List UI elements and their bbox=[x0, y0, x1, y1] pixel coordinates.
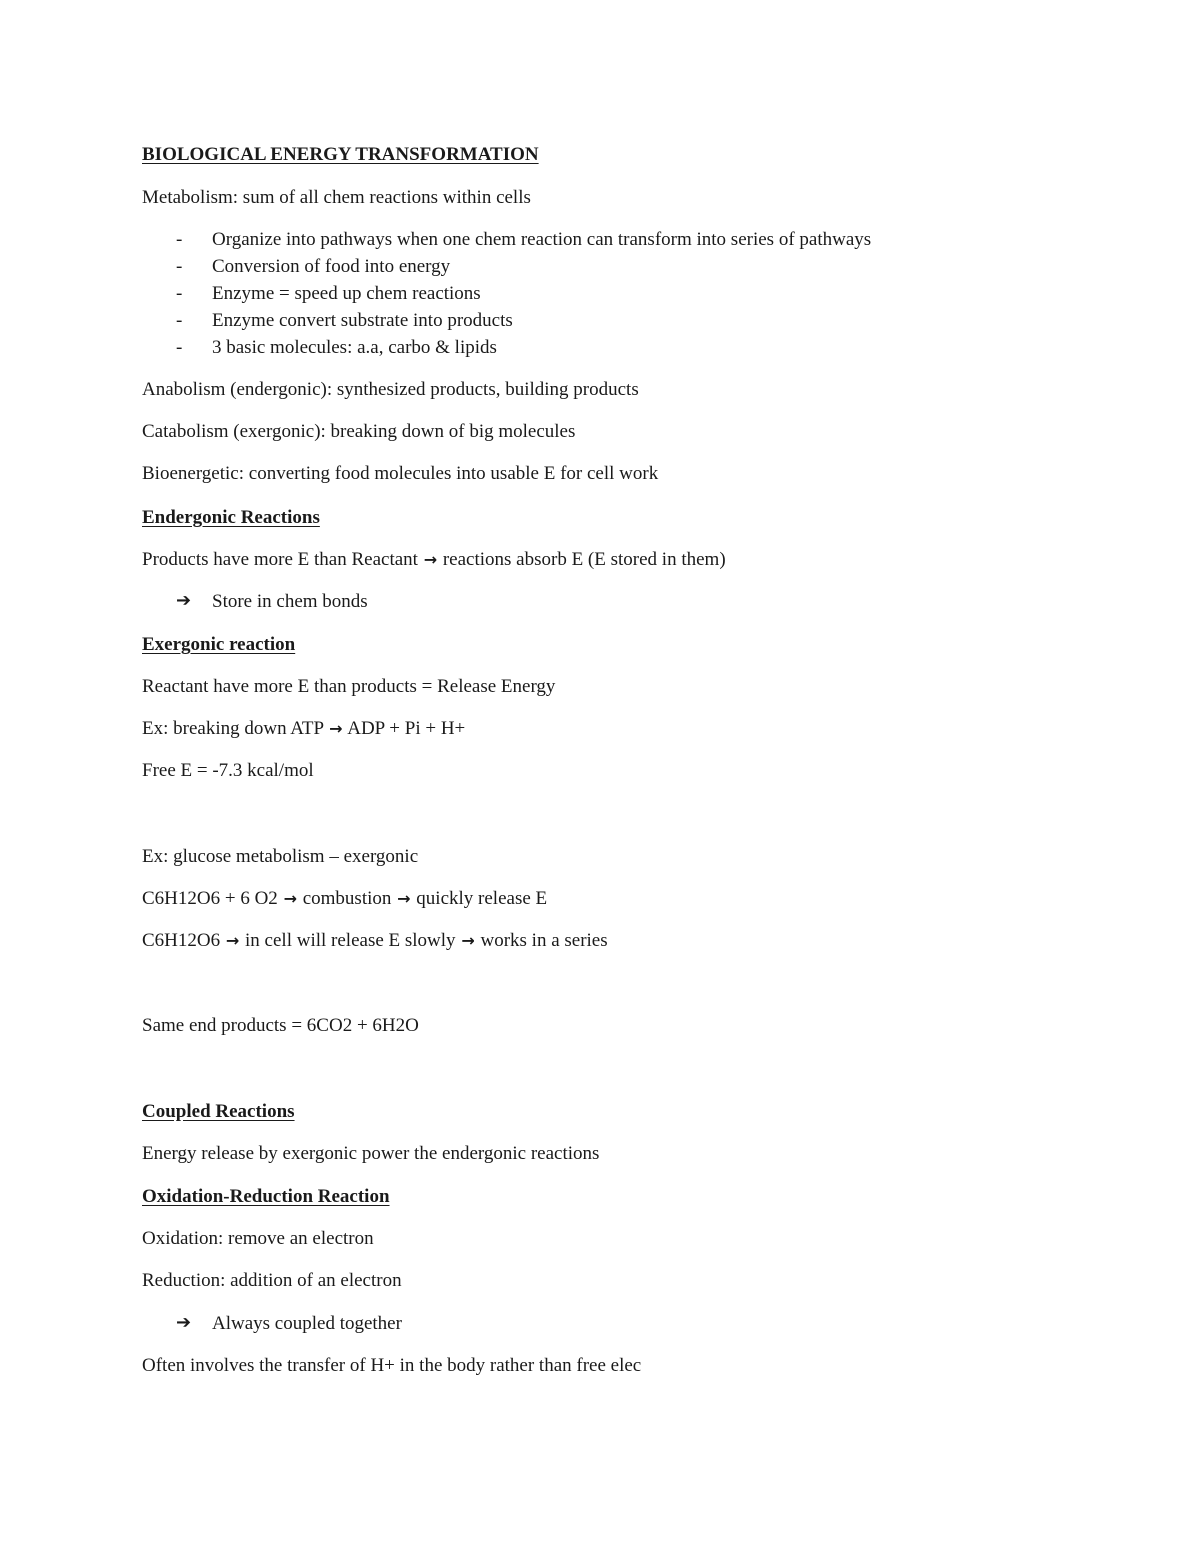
atp-example bbox=[142, 719, 465, 738]
endergonic-arrow-item: Store in chem bonds bbox=[212, 591, 368, 612]
arrow-icon: → bbox=[225, 931, 240, 950]
bold-arrow-icon: ➔ bbox=[176, 590, 192, 611]
endergonic-description bbox=[142, 550, 726, 569]
coupled-heading: Coupled Reactions bbox=[142, 1101, 295, 1122]
atp-example-b: ADP + Pi + H+ bbox=[347, 718, 466, 739]
bullet-marker: - bbox=[176, 337, 183, 358]
bullet-marker: - bbox=[176, 310, 183, 331]
anabolism-definition: Anabolism (endergonic): synthesized products, building products bbox=[142, 379, 639, 400]
cell-a: C6H12O6 bbox=[142, 930, 221, 951]
arrow-icon: → bbox=[423, 550, 438, 569]
endergonic-text-b: reactions absorb E (E stored in them) bbox=[442, 549, 726, 570]
bullet-item: Enzyme = speed up chem reactions bbox=[212, 283, 481, 304]
glucose-example: Ex: glucose metabolism – exergonic bbox=[142, 846, 419, 867]
reduction-definition: Reduction: addition of an electron bbox=[142, 1270, 402, 1291]
arrow-icon: → bbox=[283, 889, 297, 908]
atp-example-a: Ex: breaking down ATP bbox=[142, 718, 324, 739]
redox-arrow-item: Always coupled together bbox=[212, 1313, 402, 1334]
bullet-marker: - bbox=[176, 283, 183, 304]
arrow-icon: → bbox=[329, 719, 343, 738]
combustion-c: quickly release E bbox=[416, 888, 548, 909]
catabolism-definition: Catabolism (exergonic): breaking down of big molecules bbox=[142, 421, 576, 442]
combustion-a: C6H12O6 + 6 O2 bbox=[142, 888, 278, 909]
redox-note: Often involves the transfer of H+ in the body rather than free elec bbox=[142, 1355, 642, 1376]
bioenergetic-definition: Bioenergetic: converting food molecules into usable E for cell work bbox=[142, 463, 659, 484]
combustion-equation bbox=[142, 889, 547, 908]
document-title: BIOLOGICAL ENERGY TRANSFORMATION bbox=[142, 144, 539, 165]
free-energy-value: Free E = -7.3 kcal/mol bbox=[142, 760, 314, 781]
oxidation-definition: Oxidation: remove an electron bbox=[142, 1228, 374, 1249]
arrow-icon: → bbox=[397, 889, 411, 908]
cell-b: in cell will release E slowly bbox=[245, 930, 456, 951]
bullet-item: Organize into pathways when one chem reaction can transform into series of pathways bbox=[212, 229, 872, 250]
endergonic-heading: Endergonic Reactions bbox=[142, 507, 320, 528]
bullet-marker: - bbox=[176, 256, 183, 277]
bullet-item: Enzyme convert substrate into products bbox=[212, 310, 513, 331]
bullet-marker: - bbox=[176, 229, 183, 250]
exergonic-heading: Exergonic reaction bbox=[142, 634, 296, 655]
cell-release-equation bbox=[142, 931, 608, 950]
combustion-b: combustion bbox=[302, 888, 392, 909]
coupled-description: Energy release by exergonic power the endergonic reactions bbox=[142, 1143, 600, 1164]
arrow-icon: → bbox=[461, 931, 475, 950]
redox-heading: Oxidation-Reduction Reaction bbox=[142, 1186, 390, 1207]
exergonic-description: Reactant have more E than products = Release Energy bbox=[142, 676, 556, 697]
same-end-products: Same end products = 6CO2 + 6H2O bbox=[142, 1015, 419, 1036]
cell-c: works in a series bbox=[480, 930, 608, 951]
bold-arrow-icon: ➔ bbox=[176, 1312, 192, 1333]
bullet-item: 3 basic molecules: a.a, carbo & lipids bbox=[212, 337, 497, 358]
endergonic-text-a: Products have more E than Reactant bbox=[142, 549, 418, 570]
bullet-item: Conversion of food into energy bbox=[212, 256, 451, 277]
metabolism-definition: Metabolism: sum of all chem reactions within cells bbox=[142, 187, 531, 208]
